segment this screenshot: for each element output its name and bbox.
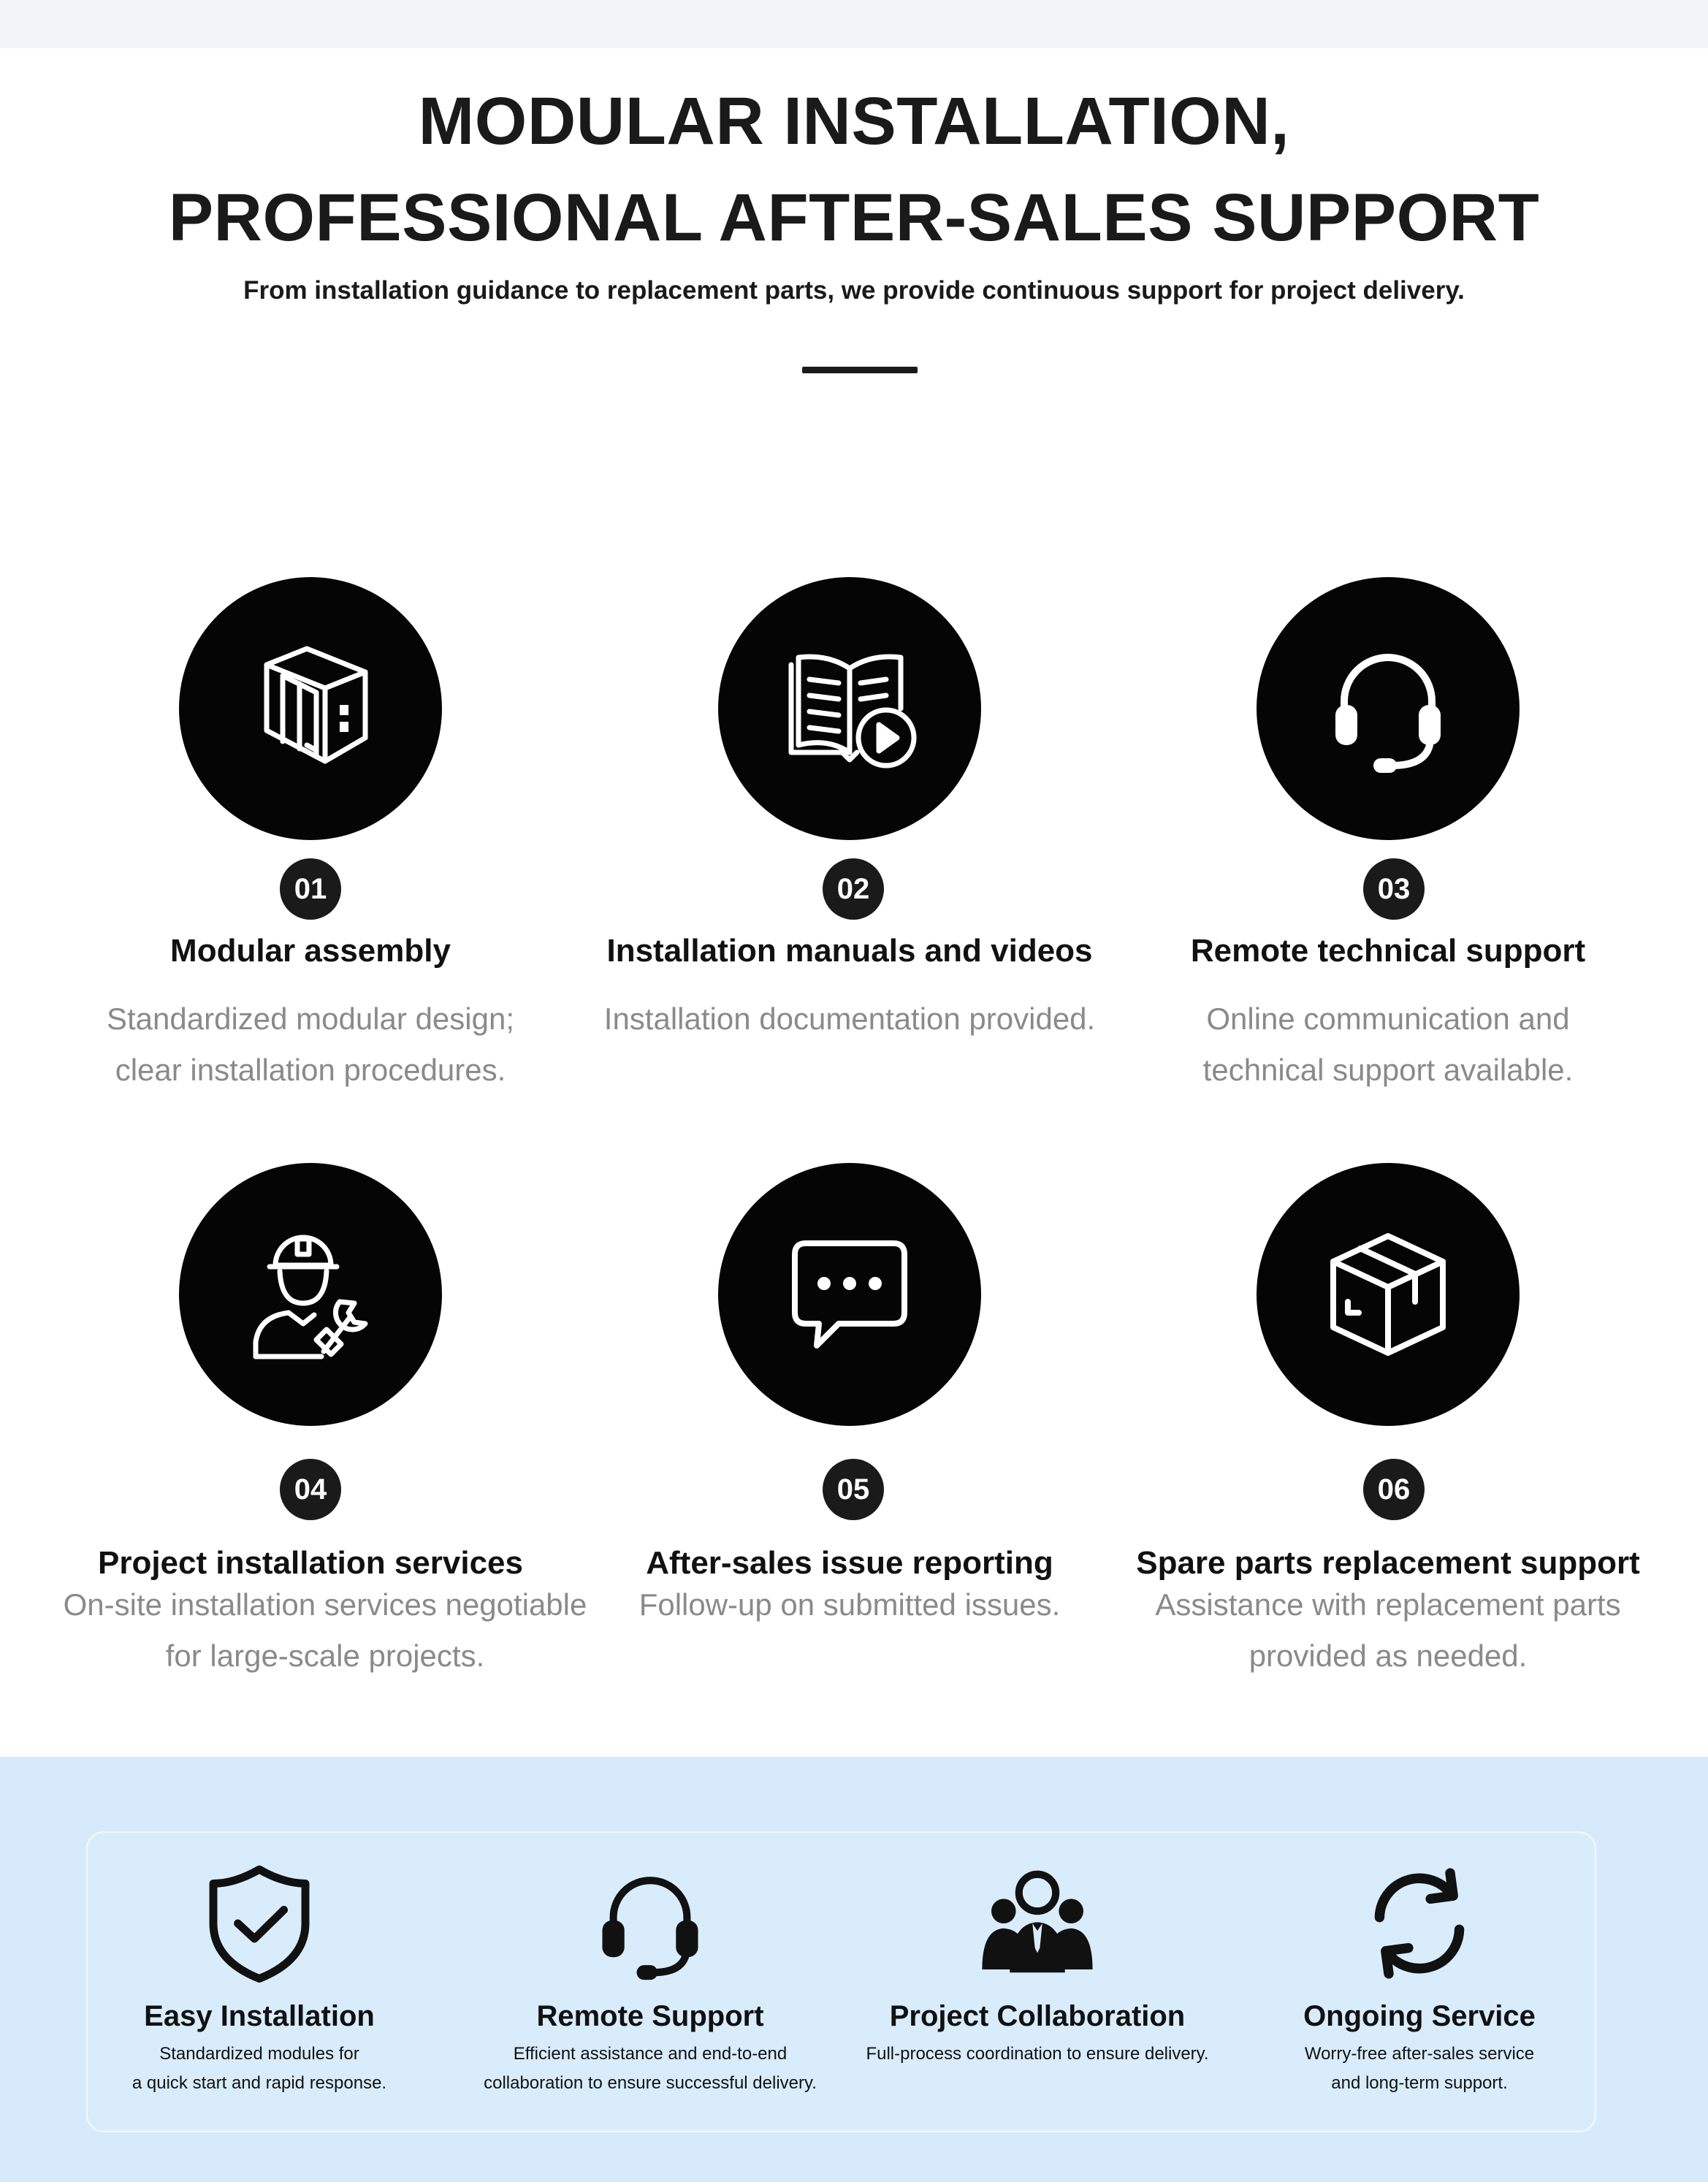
feature-description: Follow-up on submitted issues. (638, 1587, 1061, 1622)
headset-icon (1315, 636, 1461, 782)
benefit-description: Standardized modules for a quick start and rapid response. (131, 2044, 387, 2093)
headset-icon (589, 1862, 712, 1985)
top-strip (0, 0, 1708, 48)
refresh-icon (1358, 1862, 1481, 1985)
feature-number-badge: 01 (280, 858, 341, 920)
manual-video-icon (777, 636, 923, 782)
benefit-icon-wrap (69, 1859, 449, 1987)
feature-description: Assistance with replacement parts provided as needed. (1155, 1587, 1621, 1673)
benefit-icon-wrap (1229, 1859, 1609, 1987)
benefit-description: Efficient assistance and end-to-end collaboration to ensure successful delivery. (484, 2044, 817, 2093)
page-title (0, 73, 1708, 266)
page-title-line-1: MODULAR INSTALLATION, (418, 84, 1290, 159)
benefit-title: Ongoing Service (1303, 2000, 1536, 2032)
package-icon (1315, 1221, 1461, 1367)
feature-card-after-sales-reporting (572, 1163, 1127, 1704)
chat-bubble-icon (777, 1221, 923, 1367)
feature-description: On-site installation services negotiable for large-scale projects. (63, 1587, 587, 1673)
feature-card-remote-technical-support (1110, 577, 1666, 1118)
shield-check-icon (198, 1862, 321, 1985)
benefit-title: Remote Support (536, 2000, 764, 2032)
feature-icon-circle (1257, 577, 1520, 840)
feature-number-badge: 04 (280, 1459, 341, 1520)
worker-wrench-icon (237, 1221, 384, 1367)
feature-description: Online communication and technical support available. (1202, 1002, 1574, 1087)
feature-card-spare-parts (1110, 1163, 1666, 1704)
feature-card-project-installation (33, 1163, 588, 1704)
benefit-icon-wrap (847, 1859, 1227, 1987)
feature-number-badge: 05 (823, 1459, 884, 1520)
feature-number-badge: 03 (1363, 858, 1425, 920)
title-divider (802, 367, 918, 373)
feature-number-badge: 02 (823, 858, 884, 920)
feature-icon-circle (179, 577, 442, 840)
modular-box-icon (237, 636, 384, 782)
page-title-line-2: PROFESSIONAL AFTER-SALES SUPPORT (168, 180, 1540, 255)
page-subtitle: From installation guidance to replacement parts, we provide continuous support for project delivery. (243, 276, 1465, 305)
feature-title: Modular assembly (170, 933, 451, 969)
feature-title: After-sales issue reporting (646, 1545, 1053, 1581)
benefit-description: Worry-free after-sales service and long-term support. (1304, 2044, 1535, 2093)
feature-description: Standardized modular design; clear installation procedures. (106, 1002, 515, 1087)
feature-title: Project installation services (97, 1545, 524, 1581)
feature-title: Spare parts replacement support (1136, 1545, 1640, 1581)
feature-title: Installation manuals and videos (606, 933, 1093, 969)
feature-icon-circle (718, 577, 981, 840)
feature-number-badge: 06 (1363, 1459, 1425, 1520)
feature-card-installation-manuals (572, 577, 1127, 1118)
feature-icon-circle (179, 1163, 442, 1426)
team-icon (976, 1862, 1099, 1985)
feature-description: Installation documentation provided. (603, 1002, 1096, 1036)
benefit-title: Easy Installation (144, 2000, 375, 2032)
feature-icon-circle (1257, 1163, 1520, 1426)
feature-card-modular-assembly (33, 577, 588, 1118)
benefit-description: Full-process coordination to ensure delivery. (866, 2044, 1209, 2064)
feature-title: Remote technical support (1190, 933, 1586, 969)
benefit-icon-wrap (460, 1859, 840, 1987)
feature-icon-circle (718, 1163, 981, 1426)
benefit-title: Project Collaboration (889, 2000, 1186, 2032)
